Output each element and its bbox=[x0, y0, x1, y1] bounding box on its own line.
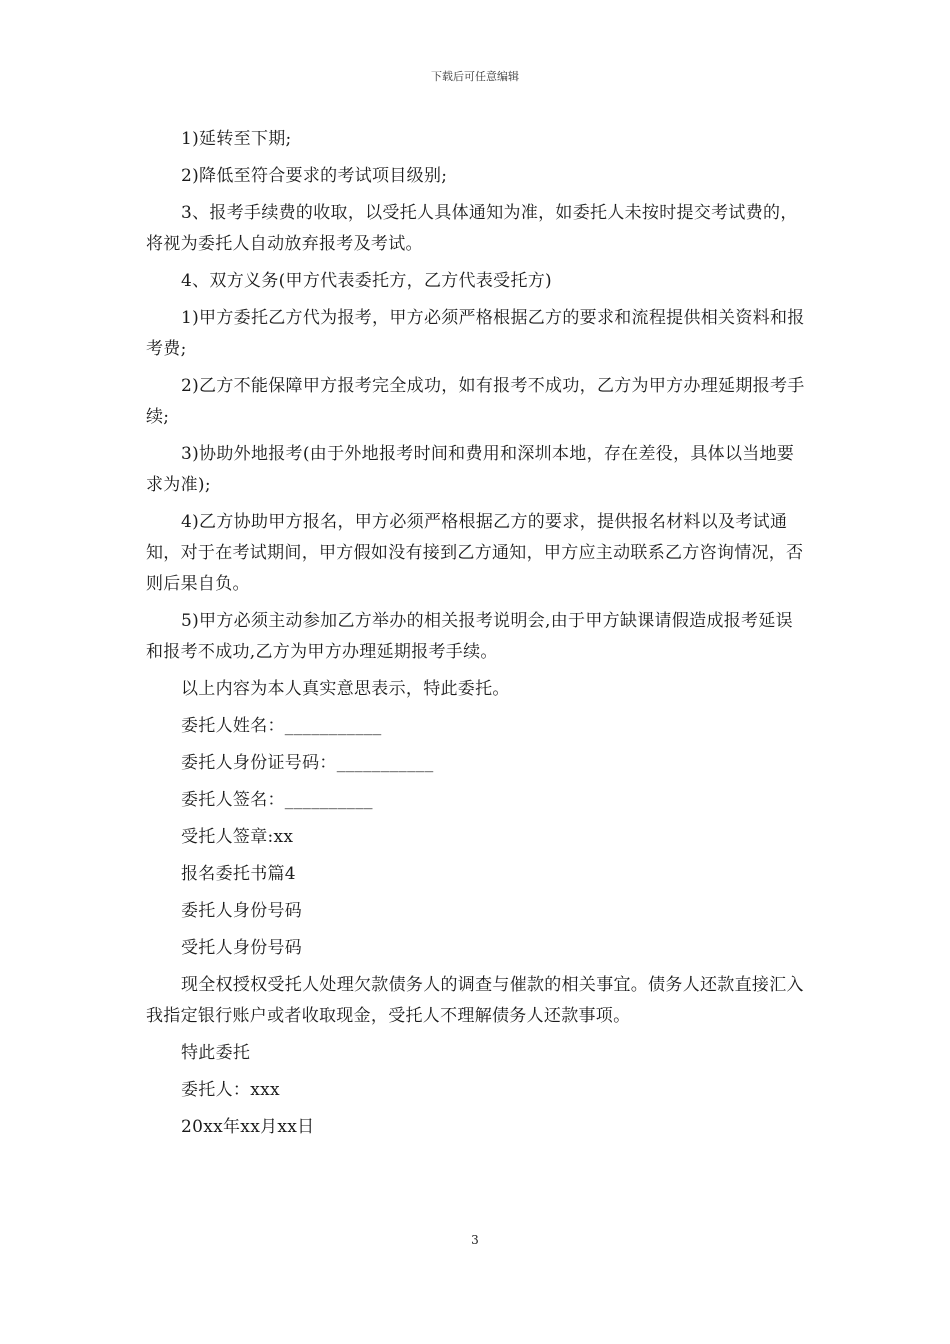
paragraph: 3)协助外地报考(由于外地报考时间和费用和深圳本地，存在差役，具体以当地要求为准); bbox=[146, 444, 795, 495]
paragraph: 4、双方义务(甲方代表委托方，乙方代表受托方) bbox=[181, 271, 552, 291]
paragraph: 现全权授权受托人处理欠款债务人的调查与催款的相关事宜。债务人还款直接汇入我指定银行账户或者收取现金，受托人不理解债务人还款事项。 bbox=[146, 975, 804, 1026]
page-header: 下载后可任意编辑 bbox=[431, 70, 519, 83]
paragraph: 3、报考手续费的收取，以受托人具体通知为准，如委托人未按时提交考试费的，将视为委托人自动放弃报考及考试。 bbox=[146, 203, 798, 254]
signature-sign-line: 委托人签名：__________ bbox=[181, 790, 373, 810]
signature-name-line: 委托人姓名：___________ bbox=[181, 716, 382, 736]
paragraph: 受托人身份号码 bbox=[181, 938, 303, 958]
paragraph: 2)乙方不能保障甲方报考完全成功，如有报考不成功，乙方为甲方办理延期报考手续; bbox=[146, 376, 805, 427]
paragraph: 1)延转至下期; bbox=[181, 129, 292, 149]
client-line: 委托人：xxx bbox=[181, 1080, 280, 1100]
page-number: 3 bbox=[471, 1233, 479, 1247]
paragraph: 2)降低至符合要求的考试项目级别; bbox=[181, 166, 448, 186]
date-line: 20xx年xx月xx日 bbox=[181, 1117, 315, 1137]
paragraph: 1)甲方委托乙方代为报考，甲方必须严格根据乙方的要求和流程提供相关资料和报考费; bbox=[146, 308, 805, 359]
document-body bbox=[146, 124, 806, 1149]
paragraph: 委托人身份号码 bbox=[181, 901, 303, 921]
trustee-seal-line: 受托人签章:xx bbox=[181, 827, 294, 847]
paragraph: 特此委托 bbox=[181, 1043, 251, 1063]
paragraph: 5)甲方必须主动参加乙方举办的相关报考说明会,由于甲方缺课请假造成报考延误和报考不成功,乙方为甲方办理延期报考手续。 bbox=[146, 611, 793, 662]
section-title: 报名委托书篇4 bbox=[181, 864, 296, 884]
signature-id-line: 委托人身份证号码：___________ bbox=[181, 753, 434, 773]
paragraph: 以上内容为本人真实意思表示，特此委托。 bbox=[181, 679, 510, 699]
paragraph: 4)乙方协助甲方报名，甲方必须严格根据乙方的要求，提供报名材料以及考试通知，对于在考试期间，甲方假如没有接到乙方通知，甲方应主动联系乙方咨询情况，否则后果自负。 bbox=[146, 512, 804, 594]
